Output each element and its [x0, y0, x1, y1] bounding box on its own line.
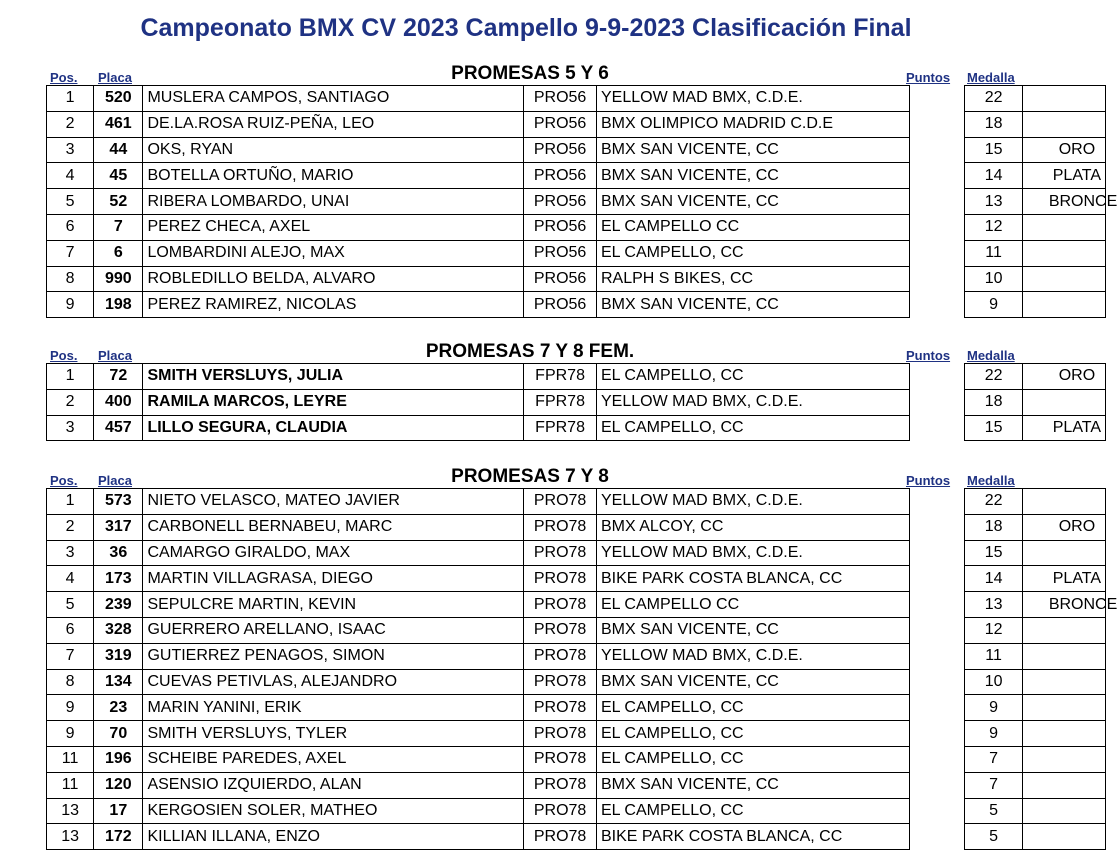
category-code-cell: PRO78	[524, 746, 597, 772]
position-cell: 3	[47, 137, 94, 163]
rider-name-cell: CARBONELL BERNABEU, MARC	[143, 514, 524, 540]
table-row	[47, 643, 1106, 669]
points-cell: 18	[965, 514, 1022, 540]
club-cell: EL CAMPELLO, CC	[597, 798, 910, 824]
spacer-cell	[909, 540, 964, 566]
medal-cell	[1022, 86, 1105, 112]
plate-number-cell: 6	[94, 240, 143, 266]
table-row	[47, 489, 1106, 515]
plate-number-cell: 45	[94, 163, 143, 189]
plate-number-cell: 319	[94, 643, 143, 669]
header-puntos: Puntos	[906, 70, 951, 85]
plate-number-cell: 520	[94, 86, 143, 112]
position-cell: 13	[47, 824, 94, 850]
table-row	[47, 86, 1106, 112]
points-cell: 5	[965, 798, 1022, 824]
section-header	[0, 341, 1024, 363]
header-placa: Placa	[98, 473, 132, 488]
plate-number-cell: 17	[94, 798, 143, 824]
rider-name-cell: SEPULCRE MARTIN, KEVIN	[143, 592, 524, 618]
medal-cell: PLATA	[1022, 163, 1105, 189]
spacer-cell	[909, 137, 964, 163]
club-cell: YELLOW MAD BMX, C.D.E.	[597, 643, 910, 669]
header-pos: Pos.	[50, 473, 78, 488]
table-row	[47, 240, 1106, 266]
club-cell: RALPH S BIKES, CC	[597, 266, 910, 292]
spacer-cell	[909, 86, 964, 112]
position-cell: 13	[47, 798, 94, 824]
section-header	[0, 63, 1024, 85]
table-row	[47, 514, 1106, 540]
points-cell: 18	[965, 389, 1022, 415]
points-cell: 11	[965, 643, 1022, 669]
spacer-cell	[909, 566, 964, 592]
position-cell: 3	[47, 540, 94, 566]
category-code-cell: PRO56	[524, 86, 597, 112]
rider-name-cell: BOTELLA ORTUÑO, MARIO	[143, 163, 524, 189]
category-code-cell: PRO78	[524, 669, 597, 695]
points-cell: 22	[965, 364, 1022, 390]
rider-name-cell: RAMILA MARCOS, LEYRE	[143, 389, 524, 415]
medal-cell	[1022, 389, 1105, 415]
medal-cell	[1022, 695, 1105, 721]
category-code-cell: PRO78	[524, 643, 597, 669]
rider-name-cell: MARIN YANINI, ERIK	[143, 695, 524, 721]
rider-name-cell: MARTIN VILLAGRASA, DIEGO	[143, 566, 524, 592]
category-code-cell: PRO56	[524, 189, 597, 215]
club-cell: YELLOW MAD BMX, C.D.E.	[597, 489, 910, 515]
spacer-cell	[909, 489, 964, 515]
points-cell: 14	[965, 163, 1022, 189]
position-cell: 9	[47, 695, 94, 721]
club-cell: BMX SAN VICENTE, CC	[597, 292, 910, 318]
rider-name-cell: KERGOSIEN SOLER, MATHEO	[143, 798, 524, 824]
club-cell: EL CAMPELLO, CC	[597, 695, 910, 721]
category-code-cell: FPR78	[524, 415, 597, 441]
category-code-cell: PRO56	[524, 240, 597, 266]
position-cell: 8	[47, 669, 94, 695]
points-cell: 10	[965, 266, 1022, 292]
spacer-cell	[909, 514, 964, 540]
section-promesas-7-8-fem	[0, 341, 1102, 441]
medal-cell	[1022, 643, 1105, 669]
table-row	[47, 592, 1106, 618]
plate-number-cell: 457	[94, 415, 143, 441]
position-cell: 5	[47, 592, 94, 618]
category-title: PROMESAS 7 Y 8 FEM.	[425, 341, 635, 362]
rider-name-cell: CAMARGO GIRALDO, MAX	[143, 540, 524, 566]
position-cell: 11	[47, 772, 94, 798]
header-medalla: Medalla	[967, 70, 1015, 85]
plate-number-cell: 400	[94, 389, 143, 415]
category-code-cell: FPR78	[524, 389, 597, 415]
spacer-cell	[909, 266, 964, 292]
table-row	[47, 163, 1106, 189]
table-row	[47, 617, 1106, 643]
table-row	[47, 772, 1106, 798]
points-cell: 15	[965, 540, 1022, 566]
position-cell: 9	[47, 292, 94, 318]
category-code-cell: PRO78	[524, 514, 597, 540]
category-code-cell: PRO78	[524, 592, 597, 618]
medal-cell	[1022, 669, 1105, 695]
points-cell: 15	[965, 137, 1022, 163]
table-row	[47, 137, 1106, 163]
table-row	[47, 798, 1106, 824]
plate-number-cell: 317	[94, 514, 143, 540]
spacer-cell	[909, 669, 964, 695]
points-cell: 7	[965, 772, 1022, 798]
spacer-cell	[909, 292, 964, 318]
table-row	[47, 721, 1106, 747]
table-row	[47, 669, 1106, 695]
header-placa: Placa	[98, 348, 132, 363]
club-cell: EL CAMPELLO, CC	[597, 746, 910, 772]
medal-cell	[1022, 824, 1105, 850]
table-row	[47, 540, 1106, 566]
spacer-cell	[909, 798, 964, 824]
medal-cell	[1022, 772, 1105, 798]
header-pos: Pos.	[50, 348, 78, 363]
club-cell: BMX SAN VICENTE, CC	[597, 189, 910, 215]
table-row	[47, 364, 1106, 390]
plate-number-cell: 198	[94, 292, 143, 318]
club-cell: EL CAMPELLO, CC	[597, 721, 910, 747]
medal-cell	[1022, 266, 1105, 292]
medal-cell	[1022, 292, 1105, 318]
plate-number-cell: 70	[94, 721, 143, 747]
category-code-cell: PRO78	[524, 772, 597, 798]
spacer-cell	[909, 592, 964, 618]
rider-name-cell: SMITH VERSLUYS, TYLER	[143, 721, 524, 747]
rider-name-cell: PEREZ RAMIREZ, NICOLAS	[143, 292, 524, 318]
medal-cell: ORO	[1022, 137, 1105, 163]
points-cell: 13	[965, 592, 1022, 618]
category-code-cell: PRO78	[524, 824, 597, 850]
table-row	[47, 111, 1106, 137]
club-cell: YELLOW MAD BMX, C.D.E.	[597, 540, 910, 566]
position-cell: 1	[47, 364, 94, 390]
position-cell: 6	[47, 214, 94, 240]
points-cell: 7	[965, 746, 1022, 772]
club-cell: BIKE PARK COSTA BLANCA, CC	[597, 566, 910, 592]
club-cell: BMX SAN VICENTE, CC	[597, 772, 910, 798]
spacer-cell	[909, 824, 964, 850]
rider-name-cell: KILLIAN ILLANA, ENZO	[143, 824, 524, 850]
plate-number-cell: 52	[94, 189, 143, 215]
position-cell: 8	[47, 266, 94, 292]
medal-cell	[1022, 489, 1105, 515]
spacer-cell	[909, 189, 964, 215]
plate-number-cell: 134	[94, 669, 143, 695]
rider-name-cell: PEREZ CHECA, AXEL	[143, 214, 524, 240]
points-cell: 12	[965, 617, 1022, 643]
position-cell: 11	[47, 746, 94, 772]
table-row	[47, 389, 1106, 415]
results-table	[46, 488, 1117, 850]
points-cell: 5	[965, 824, 1022, 850]
plate-number-cell: 328	[94, 617, 143, 643]
club-cell: BMX SAN VICENTE, CC	[597, 617, 910, 643]
spacer-cell	[909, 695, 964, 721]
club-cell: YELLOW MAD BMX, C.D.E.	[597, 389, 910, 415]
category-code-cell: PRO56	[524, 163, 597, 189]
club-cell: BMX ALCOY, CC	[597, 514, 910, 540]
plate-number-cell: 23	[94, 695, 143, 721]
table-row	[47, 824, 1106, 850]
plate-number-cell: 196	[94, 746, 143, 772]
spacer-cell	[909, 721, 964, 747]
plate-number-cell: 36	[94, 540, 143, 566]
club-cell: BMX SAN VICENTE, CC	[597, 669, 910, 695]
section-header	[0, 466, 1024, 488]
position-cell: 4	[47, 566, 94, 592]
category-title: PROMESAS 5 Y 6	[451, 63, 609, 84]
table-row	[47, 266, 1106, 292]
position-cell: 9	[47, 721, 94, 747]
position-cell: 2	[47, 389, 94, 415]
results-table	[46, 363, 1106, 441]
medal-cell	[1022, 617, 1105, 643]
club-cell: EL CAMPELLO, CC	[597, 415, 910, 441]
table-row	[47, 415, 1106, 441]
position-cell: 7	[47, 643, 94, 669]
rider-name-cell: CUEVAS PETIVLAS, ALEJANDRO	[143, 669, 524, 695]
club-cell: EL CAMPELLO CC	[597, 592, 910, 618]
points-cell: 13	[965, 189, 1022, 215]
plate-number-cell: 172	[94, 824, 143, 850]
points-cell: 22	[965, 86, 1022, 112]
rider-name-cell: NIETO VELASCO, MATEO JAVIER	[143, 489, 524, 515]
page-title: Campeonato BMX CV 2023 Campello 9-9-2023 Clasificación Final	[140, 14, 912, 42]
rider-name-cell: LILLO SEGURA, CLAUDIA	[143, 415, 524, 441]
spacer-cell	[909, 746, 964, 772]
medal-cell	[1022, 798, 1105, 824]
header-medalla: Medalla	[967, 473, 1015, 488]
rider-name-cell: DE.LA.ROSA RUIZ-PEÑA, LEO	[143, 111, 524, 137]
plate-number-cell: 7	[94, 214, 143, 240]
table-row	[47, 695, 1106, 721]
position-cell: 7	[47, 240, 94, 266]
rider-name-cell: OKS, RYAN	[143, 137, 524, 163]
medal-cell	[1022, 240, 1105, 266]
points-cell: 14	[965, 566, 1022, 592]
medal-cell	[1022, 540, 1105, 566]
spacer-cell	[909, 214, 964, 240]
category-code-cell: PRO56	[524, 292, 597, 318]
section-promesas-7-8	[0, 466, 1117, 850]
points-cell: 15	[965, 415, 1022, 441]
position-cell: 4	[47, 163, 94, 189]
points-cell: 11	[965, 240, 1022, 266]
category-code-cell: PRO56	[524, 111, 597, 137]
medal-cell: ORO	[1022, 514, 1105, 540]
position-cell: 1	[47, 86, 94, 112]
category-code-cell: PRO56	[524, 137, 597, 163]
club-cell: EL CAMPELLO, CC	[597, 364, 910, 390]
category-code-cell: PRO56	[524, 266, 597, 292]
plate-number-cell: 461	[94, 111, 143, 137]
plate-number-cell: 44	[94, 137, 143, 163]
category-code-cell: PRO56	[524, 214, 597, 240]
rider-name-cell: GUERRERO ARELLANO, ISAAC	[143, 617, 524, 643]
category-code-cell: PRO78	[524, 489, 597, 515]
category-title: PROMESAS 7 Y 8	[451, 466, 609, 487]
rider-name-cell: GUTIERREZ PENAGOS, SIMON	[143, 643, 524, 669]
plate-number-cell: 573	[94, 489, 143, 515]
results-table	[46, 85, 1117, 318]
rider-name-cell: LOMBARDINI ALEJO, MAX	[143, 240, 524, 266]
points-cell: 9	[965, 292, 1022, 318]
spacer-cell	[909, 617, 964, 643]
position-cell: 5	[47, 189, 94, 215]
medal-cell	[1022, 746, 1105, 772]
points-cell: 9	[965, 721, 1022, 747]
position-cell: 3	[47, 415, 94, 441]
table-row	[47, 214, 1106, 240]
spacer-cell	[909, 240, 964, 266]
points-cell: 12	[965, 214, 1022, 240]
header-puntos: Puntos	[906, 473, 951, 488]
category-code-cell: PRO78	[524, 566, 597, 592]
spacer-cell	[909, 163, 964, 189]
medal-cell: BRONCE	[1022, 189, 1105, 215]
category-code-cell: PRO78	[524, 798, 597, 824]
club-cell: YELLOW MAD BMX, C.D.E.	[597, 86, 910, 112]
table-row	[47, 189, 1106, 215]
category-code-cell: PRO78	[524, 721, 597, 747]
plate-number-cell: 173	[94, 566, 143, 592]
medal-cell: PLATA	[1022, 566, 1105, 592]
position-cell: 1	[47, 489, 94, 515]
rider-name-cell: MUSLERA CAMPOS, SANTIAGO	[143, 86, 524, 112]
rider-name-cell: SCHEIBE PAREDES, AXEL	[143, 746, 524, 772]
club-cell: BMX SAN VICENTE, CC	[597, 137, 910, 163]
club-cell: EL CAMPELLO, CC	[597, 240, 910, 266]
position-cell: 2	[47, 111, 94, 137]
spacer-cell	[909, 643, 964, 669]
club-cell: BMX SAN VICENTE, CC	[597, 163, 910, 189]
plate-number-cell: 120	[94, 772, 143, 798]
header-placa: Placa	[98, 70, 132, 85]
spacer-cell	[909, 111, 964, 137]
category-code-cell: PRO78	[524, 540, 597, 566]
club-cell: EL CAMPELLO CC	[597, 214, 910, 240]
medal-cell: BRONCE	[1022, 592, 1105, 618]
points-cell: 18	[965, 111, 1022, 137]
section-promesas-5-6	[0, 63, 1117, 318]
rider-name-cell: ASENSIO IZQUIERDO, ALAN	[143, 772, 524, 798]
spacer-cell	[909, 772, 964, 798]
category-code-cell: FPR78	[524, 364, 597, 390]
header-medalla: Medalla	[967, 348, 1015, 363]
position-cell: 6	[47, 617, 94, 643]
category-code-cell: PRO78	[524, 617, 597, 643]
plate-number-cell: 990	[94, 266, 143, 292]
header-pos: Pos.	[50, 70, 78, 85]
table-row	[47, 746, 1106, 772]
table-row	[47, 566, 1106, 592]
plate-number-cell: 72	[94, 364, 143, 390]
club-cell: BIKE PARK COSTA BLANCA, CC	[597, 824, 910, 850]
spacer-cell	[909, 364, 964, 390]
plate-number-cell: 239	[94, 592, 143, 618]
table-row	[47, 292, 1106, 318]
medal-cell: ORO	[1022, 364, 1105, 390]
club-cell: BMX OLIMPICO MADRID C.D.E	[597, 111, 910, 137]
spacer-cell	[909, 389, 964, 415]
medal-cell	[1022, 721, 1105, 747]
header-puntos: Puntos	[906, 348, 951, 363]
category-code-cell: PRO78	[524, 695, 597, 721]
position-cell: 2	[47, 514, 94, 540]
rider-name-cell: ROBLEDILLO BELDA, ALVARO	[143, 266, 524, 292]
rider-name-cell: SMITH VERSLUYS, JULIA	[143, 364, 524, 390]
medal-cell	[1022, 214, 1105, 240]
points-cell: 22	[965, 489, 1022, 515]
points-cell: 10	[965, 669, 1022, 695]
points-cell: 9	[965, 695, 1022, 721]
rider-name-cell: RIBERA LOMBARDO, UNAI	[143, 189, 524, 215]
spacer-cell	[909, 415, 964, 441]
medal-cell	[1022, 111, 1105, 137]
medal-cell: PLATA	[1022, 415, 1105, 441]
